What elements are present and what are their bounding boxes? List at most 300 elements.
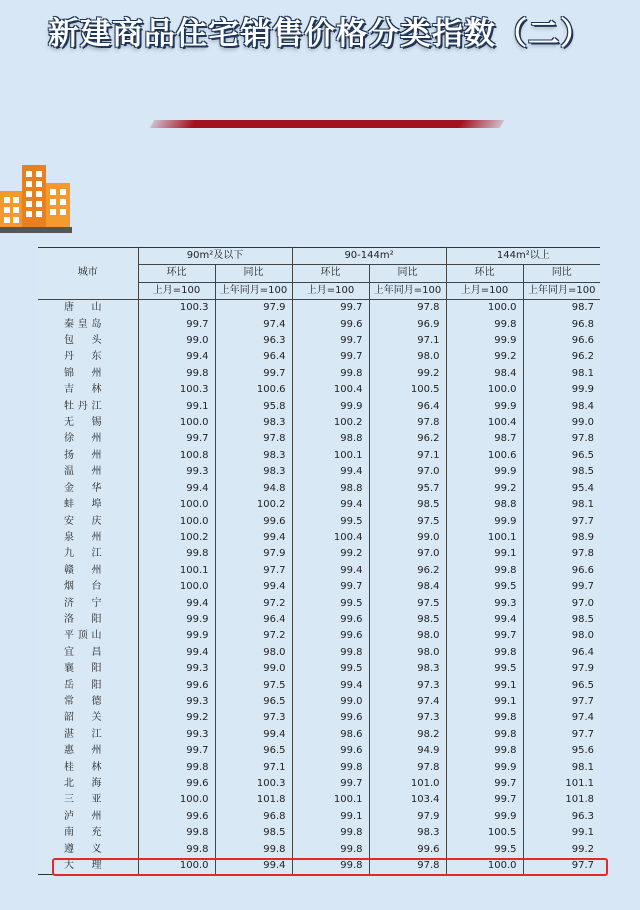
value-cell: 99.0 — [369, 530, 446, 546]
value-cell: 99.6 — [292, 317, 369, 333]
building-icon — [0, 155, 72, 235]
city-cell: 丹东 — [64, 351, 102, 363]
value-cell: 98.4 — [369, 579, 446, 595]
group-header: 90-144m² — [292, 248, 446, 265]
city-cell: 湛江 — [64, 728, 102, 740]
value-cell: 97.8 — [215, 431, 292, 447]
sub-header: 同比 — [523, 265, 600, 282]
value-cell: 99.9 — [446, 809, 523, 825]
value-cell: 100.2 — [292, 415, 369, 431]
table-row — [38, 743, 600, 759]
table-row — [38, 809, 600, 825]
table-row — [38, 366, 600, 382]
city-cell: 大理 — [64, 860, 102, 872]
page-title: 新建商品住宅销售价格分类指数（二） — [48, 16, 592, 52]
value-cell: 100.3 — [215, 776, 292, 792]
value-cell: 97.7 — [215, 563, 292, 579]
value-cell: 97.9 — [523, 661, 600, 677]
value-cell: 99.1 — [446, 546, 523, 562]
base-header: 上月=100 — [138, 282, 215, 299]
value-cell: 99.2 — [446, 349, 523, 365]
value-cell: 97.7 — [523, 694, 600, 710]
city-cell: 平顶山 — [64, 630, 102, 642]
value-cell: 97.1 — [369, 448, 446, 464]
value-cell: 99.6 — [215, 514, 292, 530]
value-cell: 100.5 — [369, 382, 446, 398]
value-cell: 100.0 — [138, 858, 215, 875]
value-cell: 100.0 — [138, 579, 215, 595]
city-cell: 无锡 — [64, 417, 102, 429]
value-cell: 99.5 — [292, 514, 369, 530]
table-row — [38, 349, 600, 365]
value-cell: 99.3 — [446, 596, 523, 612]
value-cell: 95.4 — [523, 481, 600, 497]
value-cell: 99.8 — [446, 563, 523, 579]
value-cell: 98.0 — [369, 628, 446, 644]
table-row — [38, 579, 600, 595]
value-cell: 99.7 — [446, 776, 523, 792]
value-cell: 96.8 — [215, 809, 292, 825]
value-cell: 99.6 — [292, 628, 369, 644]
city-cell: 温州 — [64, 466, 102, 478]
value-cell: 99.1 — [138, 399, 215, 415]
city-cell: 牡丹江 — [64, 400, 102, 412]
city-cell: 韶关 — [64, 712, 102, 724]
value-cell: 99.8 — [446, 645, 523, 661]
value-cell: 103.4 — [369, 792, 446, 808]
city-cell: 吉林 — [64, 384, 102, 396]
city-cell: 赣州 — [64, 564, 102, 576]
value-cell: 99.8 — [138, 760, 215, 776]
value-cell: 99.9 — [446, 333, 523, 349]
value-cell: 99.4 — [292, 678, 369, 694]
value-cell: 100.0 — [446, 300, 523, 317]
table-row — [38, 628, 600, 644]
value-cell: 98.9 — [523, 530, 600, 546]
value-cell: 98.5 — [369, 612, 446, 628]
value-cell: 100.1 — [138, 563, 215, 579]
value-cell: 99.0 — [292, 694, 369, 710]
value-cell: 99.8 — [138, 546, 215, 562]
table-row — [38, 776, 600, 792]
value-cell: 99.1 — [446, 678, 523, 694]
value-cell: 97.8 — [523, 431, 600, 447]
value-cell: 97.8 — [369, 300, 446, 317]
value-cell: 101.8 — [523, 792, 600, 808]
value-cell: 98.6 — [292, 727, 369, 743]
value-cell: 96.5 — [523, 678, 600, 694]
value-cell: 99.1 — [446, 694, 523, 710]
value-cell: 98.3 — [369, 825, 446, 841]
value-cell: 97.8 — [369, 415, 446, 431]
sub-header: 同比 — [215, 265, 292, 282]
value-cell: 100.1 — [292, 448, 369, 464]
value-cell: 100.0 — [138, 497, 215, 513]
value-cell: 99.6 — [292, 710, 369, 726]
value-cell: 99.9 — [446, 399, 523, 415]
value-cell: 99.4 — [215, 530, 292, 546]
value-cell: 99.7 — [292, 349, 369, 365]
value-cell: 99.2 — [292, 546, 369, 562]
city-cell: 安庆 — [64, 515, 102, 527]
value-cell: 97.4 — [369, 694, 446, 710]
value-cell: 99.4 — [138, 349, 215, 365]
value-cell: 98.1 — [523, 497, 600, 513]
city-cell: 洛阳 — [64, 613, 102, 625]
table-row — [38, 596, 600, 612]
value-cell: 97.5 — [369, 514, 446, 530]
base-header: 上年同月=100 — [215, 282, 292, 299]
value-cell: 97.4 — [523, 710, 600, 726]
table-row — [38, 317, 600, 333]
value-cell: 100.0 — [138, 792, 215, 808]
value-cell: 97.7 — [523, 514, 600, 530]
value-cell: 99.9 — [523, 382, 600, 398]
value-cell: 100.0 — [446, 382, 523, 398]
value-cell: 99.8 — [138, 842, 215, 858]
city-cell: 三亚 — [64, 794, 102, 806]
value-cell: 97.0 — [369, 546, 446, 562]
value-cell: 99.6 — [369, 842, 446, 858]
table-row — [38, 464, 600, 480]
city-cell: 九江 — [64, 548, 102, 560]
value-cell: 101.1 — [523, 776, 600, 792]
value-cell: 97.9 — [215, 300, 292, 317]
table-row — [38, 694, 600, 710]
value-cell: 97.0 — [369, 464, 446, 480]
value-cell: 100.2 — [138, 530, 215, 546]
value-cell: 98.5 — [523, 612, 600, 628]
table-row — [38, 530, 600, 546]
value-cell: 99.2 — [138, 710, 215, 726]
value-cell: 99.4 — [446, 612, 523, 628]
group-header: 90m²及以下 — [138, 248, 292, 265]
price-index-table-panel — [38, 247, 600, 880]
value-cell: 99.6 — [138, 678, 215, 694]
value-cell: 97.9 — [369, 809, 446, 825]
value-cell: 98.7 — [446, 431, 523, 447]
table-row — [38, 727, 600, 743]
value-cell: 100.2 — [215, 497, 292, 513]
value-cell: 100.4 — [292, 382, 369, 398]
value-cell: 99.8 — [292, 842, 369, 858]
city-cell: 扬州 — [64, 449, 102, 461]
value-cell: 96.2 — [523, 349, 600, 365]
value-cell: 99.5 — [446, 661, 523, 677]
value-cell: 99.7 — [292, 300, 369, 317]
value-cell: 99.8 — [446, 743, 523, 759]
value-cell: 95.7 — [369, 481, 446, 497]
table-row — [38, 825, 600, 841]
value-cell: 99.8 — [215, 842, 292, 858]
value-cell: 99.6 — [138, 809, 215, 825]
value-cell: 96.4 — [523, 645, 600, 661]
value-cell: 99.7 — [138, 317, 215, 333]
value-cell: 96.9 — [369, 317, 446, 333]
base-header: 上年同月=100 — [523, 282, 600, 299]
value-cell: 99.8 — [446, 317, 523, 333]
city-cell: 遵义 — [64, 843, 102, 855]
value-cell: 99.8 — [446, 727, 523, 743]
value-cell: 97.3 — [369, 678, 446, 694]
city-cell: 常德 — [64, 695, 102, 707]
value-cell: 100.0 — [446, 858, 523, 875]
table-row — [38, 514, 600, 530]
value-cell: 101.8 — [215, 792, 292, 808]
value-cell: 94.8 — [215, 481, 292, 497]
value-cell: 99.9 — [446, 514, 523, 530]
value-cell: 99.7 — [292, 579, 369, 595]
value-cell: 99.1 — [292, 809, 369, 825]
city-cell: 岳阳 — [64, 679, 102, 691]
value-cell: 98.7 — [523, 300, 600, 317]
value-cell: 100.4 — [446, 415, 523, 431]
value-cell: 97.1 — [369, 333, 446, 349]
city-cell: 唐山 — [64, 302, 102, 314]
sub-header: 同比 — [369, 265, 446, 282]
value-cell: 96.8 — [523, 317, 600, 333]
value-cell: 99.7 — [215, 366, 292, 382]
value-cell: 97.2 — [215, 628, 292, 644]
value-cell: 99.7 — [138, 743, 215, 759]
value-cell: 96.5 — [215, 743, 292, 759]
value-cell: 101.0 — [369, 776, 446, 792]
city-cell: 北海 — [64, 778, 102, 789]
value-cell: 95.8 — [215, 399, 292, 415]
table-row — [38, 546, 600, 562]
value-cell: 96.6 — [523, 333, 600, 349]
value-cell: 99.8 — [292, 645, 369, 661]
value-cell: 97.3 — [369, 710, 446, 726]
table-row — [38, 792, 600, 808]
value-cell: 99.6 — [138, 776, 215, 792]
value-cell: 99.9 — [138, 612, 215, 628]
city-cell: 泸州 — [64, 810, 102, 822]
sub-header: 环比 — [138, 265, 215, 282]
value-cell: 99.2 — [523, 842, 600, 858]
value-cell: 99.5 — [292, 661, 369, 677]
value-cell: 97.5 — [369, 596, 446, 612]
value-cell: 99.4 — [215, 579, 292, 595]
table-row — [38, 645, 600, 661]
value-cell: 98.4 — [446, 366, 523, 382]
value-cell: 99.4 — [138, 596, 215, 612]
value-cell: 98.1 — [523, 760, 600, 776]
highlight-box-dali-row — [52, 858, 608, 876]
value-cell: 95.6 — [523, 743, 600, 759]
value-cell: 97.8 — [523, 546, 600, 562]
value-cell: 96.3 — [215, 333, 292, 349]
value-cell: 97.8 — [369, 760, 446, 776]
value-cell: 100.3 — [138, 300, 215, 317]
value-cell: 99.8 — [292, 858, 369, 875]
value-cell: 97.7 — [523, 727, 600, 743]
value-cell: 99.5 — [446, 579, 523, 595]
table-row — [38, 612, 600, 628]
value-cell: 99.6 — [292, 743, 369, 759]
value-cell: 99.4 — [292, 464, 369, 480]
decorative-red-bar — [150, 120, 505, 128]
value-cell: 97.1 — [215, 760, 292, 776]
value-cell: 96.5 — [215, 694, 292, 710]
value-cell: 98.3 — [215, 415, 292, 431]
value-cell: 100.5 — [446, 825, 523, 841]
value-cell: 98.8 — [292, 431, 369, 447]
value-cell: 99.1 — [523, 825, 600, 841]
value-cell: 99.2 — [369, 366, 446, 382]
table-row — [38, 382, 600, 398]
group-header: 144m²以上 — [446, 248, 600, 265]
table-row — [38, 431, 600, 447]
value-cell: 96.3 — [523, 809, 600, 825]
city-cell: 徐州 — [64, 433, 102, 445]
value-cell: 100.4 — [292, 530, 369, 546]
value-cell: 98.0 — [523, 628, 600, 644]
value-cell: 98.5 — [215, 825, 292, 841]
value-cell: 99.5 — [446, 842, 523, 858]
value-cell: 100.3 — [138, 382, 215, 398]
city-cell: 金华 — [64, 482, 102, 494]
value-cell: 99.3 — [138, 464, 215, 480]
value-cell: 99.9 — [446, 760, 523, 776]
value-cell: 99.9 — [446, 464, 523, 480]
value-cell: 99.8 — [292, 760, 369, 776]
value-cell: 99.9 — [292, 399, 369, 415]
table-row — [38, 481, 600, 497]
value-cell: 96.4 — [369, 399, 446, 415]
table-row — [38, 333, 600, 349]
value-cell: 99.0 — [523, 415, 600, 431]
value-cell: 99.7 — [446, 792, 523, 808]
city-cell: 南充 — [64, 827, 102, 839]
value-cell: 98.0 — [369, 645, 446, 661]
value-cell: 99.7 — [292, 333, 369, 349]
base-header: 上月=100 — [292, 282, 369, 299]
value-cell: 94.9 — [369, 743, 446, 759]
value-cell: 99.7 — [292, 776, 369, 792]
value-cell: 99.6 — [292, 612, 369, 628]
city-cell: 宜昌 — [64, 646, 102, 658]
table-row — [38, 678, 600, 694]
value-cell: 98.3 — [369, 661, 446, 677]
sub-header: 环比 — [292, 265, 369, 282]
value-cell: 98.8 — [446, 497, 523, 513]
city-cell: 泉州 — [64, 531, 102, 543]
value-cell: 99.4 — [138, 481, 215, 497]
value-cell: 100.6 — [446, 448, 523, 464]
value-cell: 96.5 — [523, 448, 600, 464]
value-cell: 99.0 — [138, 333, 215, 349]
value-cell: 100.0 — [138, 514, 215, 530]
value-cell: 98.4 — [523, 399, 600, 415]
value-cell: 96.2 — [369, 563, 446, 579]
value-cell: 99.3 — [138, 727, 215, 743]
value-cell: 99.8 — [138, 366, 215, 382]
value-cell: 99.9 — [138, 628, 215, 644]
value-cell: 100.1 — [292, 792, 369, 808]
value-cell: 96.6 — [523, 563, 600, 579]
value-cell: 99.8 — [138, 825, 215, 841]
city-cell: 襄阳 — [64, 663, 102, 675]
value-cell: 98.1 — [523, 366, 600, 382]
table-row — [38, 415, 600, 431]
value-cell: 98.8 — [292, 481, 369, 497]
city-column-header: 城市 — [38, 248, 138, 300]
table-row — [38, 399, 600, 415]
value-cell: 97.9 — [215, 546, 292, 562]
value-cell: 98.5 — [523, 464, 600, 480]
value-cell: 99.7 — [138, 431, 215, 447]
value-cell: 99.3 — [138, 694, 215, 710]
table-row — [38, 300, 600, 317]
value-cell: 99.0 — [215, 661, 292, 677]
city-cell: 济宁 — [64, 597, 102, 609]
value-cell: 97.8 — [369, 858, 446, 875]
table-row — [38, 842, 600, 858]
table-row — [38, 760, 600, 776]
city-cell: 桂林 — [64, 761, 102, 773]
value-cell: 96.4 — [215, 349, 292, 365]
value-cell: 100.1 — [446, 530, 523, 546]
price-index-table — [38, 247, 600, 875]
value-cell: 97.2 — [215, 596, 292, 612]
value-cell: 99.4 — [292, 497, 369, 513]
table-row — [38, 661, 600, 677]
value-cell: 99.3 — [138, 661, 215, 677]
value-cell: 99.2 — [446, 481, 523, 497]
base-header: 上年同月=100 — [369, 282, 446, 299]
value-cell: 97.3 — [215, 710, 292, 726]
value-cell: 97.4 — [215, 317, 292, 333]
table-row — [38, 563, 600, 579]
value-cell: 97.5 — [215, 678, 292, 694]
value-cell: 99.8 — [292, 366, 369, 382]
value-cell: 97.0 — [523, 596, 600, 612]
value-cell: 98.3 — [215, 464, 292, 480]
city-cell: 包头 — [64, 335, 102, 347]
value-cell: 100.8 — [138, 448, 215, 464]
value-cell: 100.0 — [138, 415, 215, 431]
table-row — [38, 497, 600, 513]
city-cell: 惠州 — [64, 745, 102, 757]
value-cell: 97.7 — [523, 858, 600, 875]
value-cell: 98.5 — [369, 497, 446, 513]
value-cell: 98.0 — [369, 349, 446, 365]
city-cell: 秦皇岛 — [64, 318, 102, 330]
value-cell: 99.5 — [292, 596, 369, 612]
value-cell: 99.4 — [292, 563, 369, 579]
table-row — [38, 710, 600, 726]
value-cell: 98.2 — [369, 727, 446, 743]
value-cell: 99.4 — [138, 645, 215, 661]
city-cell: 蚌埠 — [64, 499, 102, 511]
table-row — [38, 448, 600, 464]
value-cell: 99.4 — [215, 858, 292, 875]
sub-header: 环比 — [446, 265, 523, 282]
city-cell: 锦州 — [64, 367, 102, 379]
value-cell: 96.4 — [215, 612, 292, 628]
value-cell: 98.0 — [215, 645, 292, 661]
city-cell: 烟台 — [64, 581, 102, 593]
table-body — [38, 300, 600, 875]
value-cell: 99.4 — [215, 727, 292, 743]
value-cell: 100.6 — [215, 382, 292, 398]
value-cell: 98.3 — [215, 448, 292, 464]
value-cell: 99.8 — [292, 825, 369, 841]
value-cell: 96.2 — [369, 431, 446, 447]
value-cell: 99.7 — [446, 628, 523, 644]
value-cell: 99.7 — [523, 579, 600, 595]
